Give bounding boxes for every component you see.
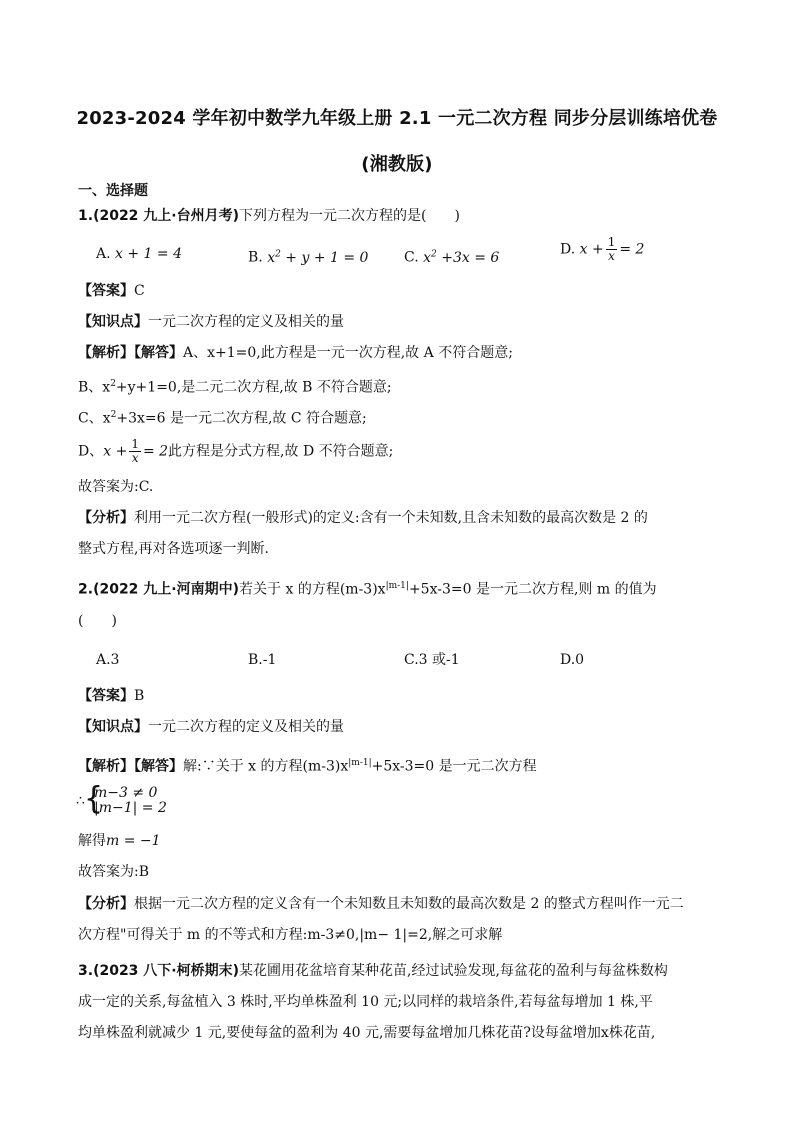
q1-d-fraction — [606, 236, 618, 263]
q2-fenxi-line1: 根据一元二次方程的定义含有一个未知数且未知数的最高次数是 2 的整式方程叫作一元二 — [134, 896, 684, 912]
q2-option-c: C.3 或-1 — [404, 652, 460, 668]
q2-fenxi-tag: 【分析】 — [78, 896, 134, 912]
q1-option-d-label: D. — [560, 241, 576, 258]
q1-analysis-a-text: A、x+1=0,此方程是一元一次方程,故 A 不符合题意; — [183, 345, 513, 361]
q1-d-pre: x + — [579, 241, 604, 258]
q1-analysis-c-sup: 2 — [110, 410, 117, 420]
q2-analysis-post: +5x-3=0 是一元二次方程 — [371, 758, 537, 775]
q2-solve-math: m = −1 — [106, 833, 161, 849]
q2-fenxi-cont: 次方程"可得关于 m 的不等式和方程:m-3≠0,|m− 1|=2,解之可求解 — [78, 927, 503, 943]
q1-fenxi-cont: 整式方程,再对各选项逐一判断. — [78, 541, 269, 557]
q2-option-d: D.0 — [560, 652, 585, 668]
q1-analysis-d-eq: = 2 — [142, 443, 169, 460]
q1-analysis-c — [78, 405, 367, 429]
q1-option-a-math: x + 1 = 4 — [115, 246, 182, 262]
q1-option-b — [248, 244, 368, 268]
q1-b-exp: 2 — [275, 249, 281, 259]
q1-b-base: x — [267, 249, 276, 266]
q1-analysis-c-post: +3x=6 是一元二次方程,故 C 符合题意; — [116, 410, 367, 427]
q2-number: 2. — [78, 581, 94, 598]
q1-option-d — [560, 236, 644, 263]
q1-analysis-b-pre: B、x — [78, 379, 111, 396]
q1-analysis-c-pre: C、x — [78, 410, 111, 427]
q2-analysis-sup: |m-1| — [348, 758, 372, 768]
q1-answer — [78, 281, 145, 301]
q1-kp-text: 一元二次方程的定义及相关的量 — [148, 314, 344, 330]
q2-source: (2022 九上·河南期中) — [93, 581, 240, 598]
q3-line2: 成一定的关系,每盆植入 3 株时,平均单株盈利 10 元;以同样的栽培条件,若每盆每增加 1 株,平 — [78, 994, 653, 1010]
q1-kp-tag: 【知识点】 — [78, 314, 148, 330]
q1-b-rest: + y + 1 = 0 — [280, 249, 369, 266]
document-title: 2023-2024 学年初中数学九年级上册 2.1 一元二次方程 同步分层训练培优卷 — [76, 108, 718, 129]
q2-kp-text: 一元二次方程的定义及相关的量 — [148, 719, 344, 735]
q2-solve-pre: 解得 — [78, 833, 106, 849]
q2-system-row2: |m−1| = 2 — [94, 800, 167, 816]
q1-fenxi — [78, 508, 648, 528]
q2-therefore: ∴ — [76, 793, 85, 809]
q1-analysis-tag: 【解析】【解答】 — [78, 345, 183, 361]
q1-option-c-math — [423, 250, 499, 266]
q1-d-post: = 2 — [619, 241, 645, 258]
q2-stem-pre: 若关于 x 的方程(m-3)x — [239, 581, 386, 598]
q1-analysis-b-post: +y+1=0,是二元二次方程,故 B 不符合题意; — [115, 379, 392, 396]
q1-fenxi-line1: 利用一元二次方程(一般形式)的定义:含有一个未知数,且含未知数的最高次数是 2 的 — [134, 510, 648, 526]
q2-stem-sup: |m-1| — [385, 581, 409, 591]
q3-number: 3. — [78, 963, 94, 979]
q1-answer-tag: 【答案】 — [78, 283, 134, 299]
q2-option-a: A.3 — [96, 652, 120, 668]
q2-stem — [78, 576, 657, 600]
q1-c-rest: +3x = 6 — [436, 249, 500, 266]
q3-source: (2023 八下·柯桥期末) — [93, 963, 240, 979]
q1-number: 1. — [78, 208, 94, 224]
q2-fenxi — [78, 894, 684, 914]
q2-analysis-pre: 解:∵关于 x 的方程(m-3)x — [183, 758, 349, 775]
q1-d-denominator: x — [608, 249, 615, 263]
q1-c-exp: 2 — [431, 249, 437, 259]
q2-kp-tag: 【知识点】 — [78, 719, 148, 735]
q2-stem-post: +5x-3=0 是一元二次方程,则 m 的值为 — [408, 581, 657, 598]
q1-d-numerator: 1 — [607, 235, 616, 249]
q1-answer-value: C — [134, 283, 145, 299]
q1-option-b-label: B. — [248, 249, 263, 266]
q2-analysis-tag: 【解析】【解答】 — [78, 758, 183, 775]
q1-question: 下列方程为一元二次方程的是( ) — [239, 208, 460, 224]
q2-option-b: B.-1 — [248, 652, 277, 668]
q2-system-row1: m−3 ≠ 0 — [94, 785, 158, 801]
q1-analysis-d-post: 此方程是分式方程,故 D 不符合题意; — [168, 443, 394, 460]
q2-conclusion: 故答案为:B — [78, 864, 150, 880]
q2-solution — [78, 831, 161, 851]
q2-answer-tag: 【答案】 — [78, 688, 134, 704]
q1-option-b-math — [267, 250, 368, 266]
q1-analysis-a — [78, 343, 513, 363]
q1-c-base: x — [423, 249, 432, 266]
q2-knowledge-point — [78, 717, 344, 737]
q1-option-c — [404, 244, 499, 268]
q2-analysis — [78, 753, 537, 777]
q1-analysis-d-math: x + — [103, 443, 128, 460]
q1-analysis-d-pre: D、 — [78, 443, 104, 460]
q1-stem — [78, 206, 460, 226]
q1-analysis-b-sup: 2 — [110, 379, 116, 389]
q2-answer-value: B — [134, 688, 145, 704]
q2-brace: { — [84, 780, 104, 817]
section-heading: 一、选择题 — [78, 183, 148, 199]
document-subtitle: (湘教版) — [361, 154, 433, 175]
q3-line3: 均单株盈利就减少 1 元,要使每盆的盈利为 40 元,需要每盆增加几株花苗?设每盆增加x株花苗, — [78, 1025, 656, 1041]
q1-fenxi-tag: 【分析】 — [78, 510, 134, 526]
q1-analysis-d-numerator: 1 — [131, 437, 139, 451]
q3-stem — [78, 961, 668, 981]
q1-analysis-d-fraction — [129, 438, 141, 465]
q1-option-c-label: C. — [404, 249, 419, 266]
q1-source: (2022 九上·台州月考) — [93, 208, 240, 224]
q2-answer — [78, 686, 144, 706]
q2-stem-paren: ( ) — [78, 613, 117, 629]
q1-analysis-d — [78, 438, 393, 465]
q1-knowledge-point — [78, 312, 344, 332]
q3-line1: 某花圃用花盆培育某种花苗,经过试验发现,每盆花的盈利与每盆株数构 — [239, 963, 668, 979]
q1-analysis-b — [78, 374, 392, 398]
q1-option-a — [96, 244, 182, 264]
q1-analysis-d-denominator: x — [131, 451, 139, 465]
q1-conclusion: 故答案为:C. — [78, 479, 154, 495]
q1-option-a-label: A. — [96, 246, 111, 262]
